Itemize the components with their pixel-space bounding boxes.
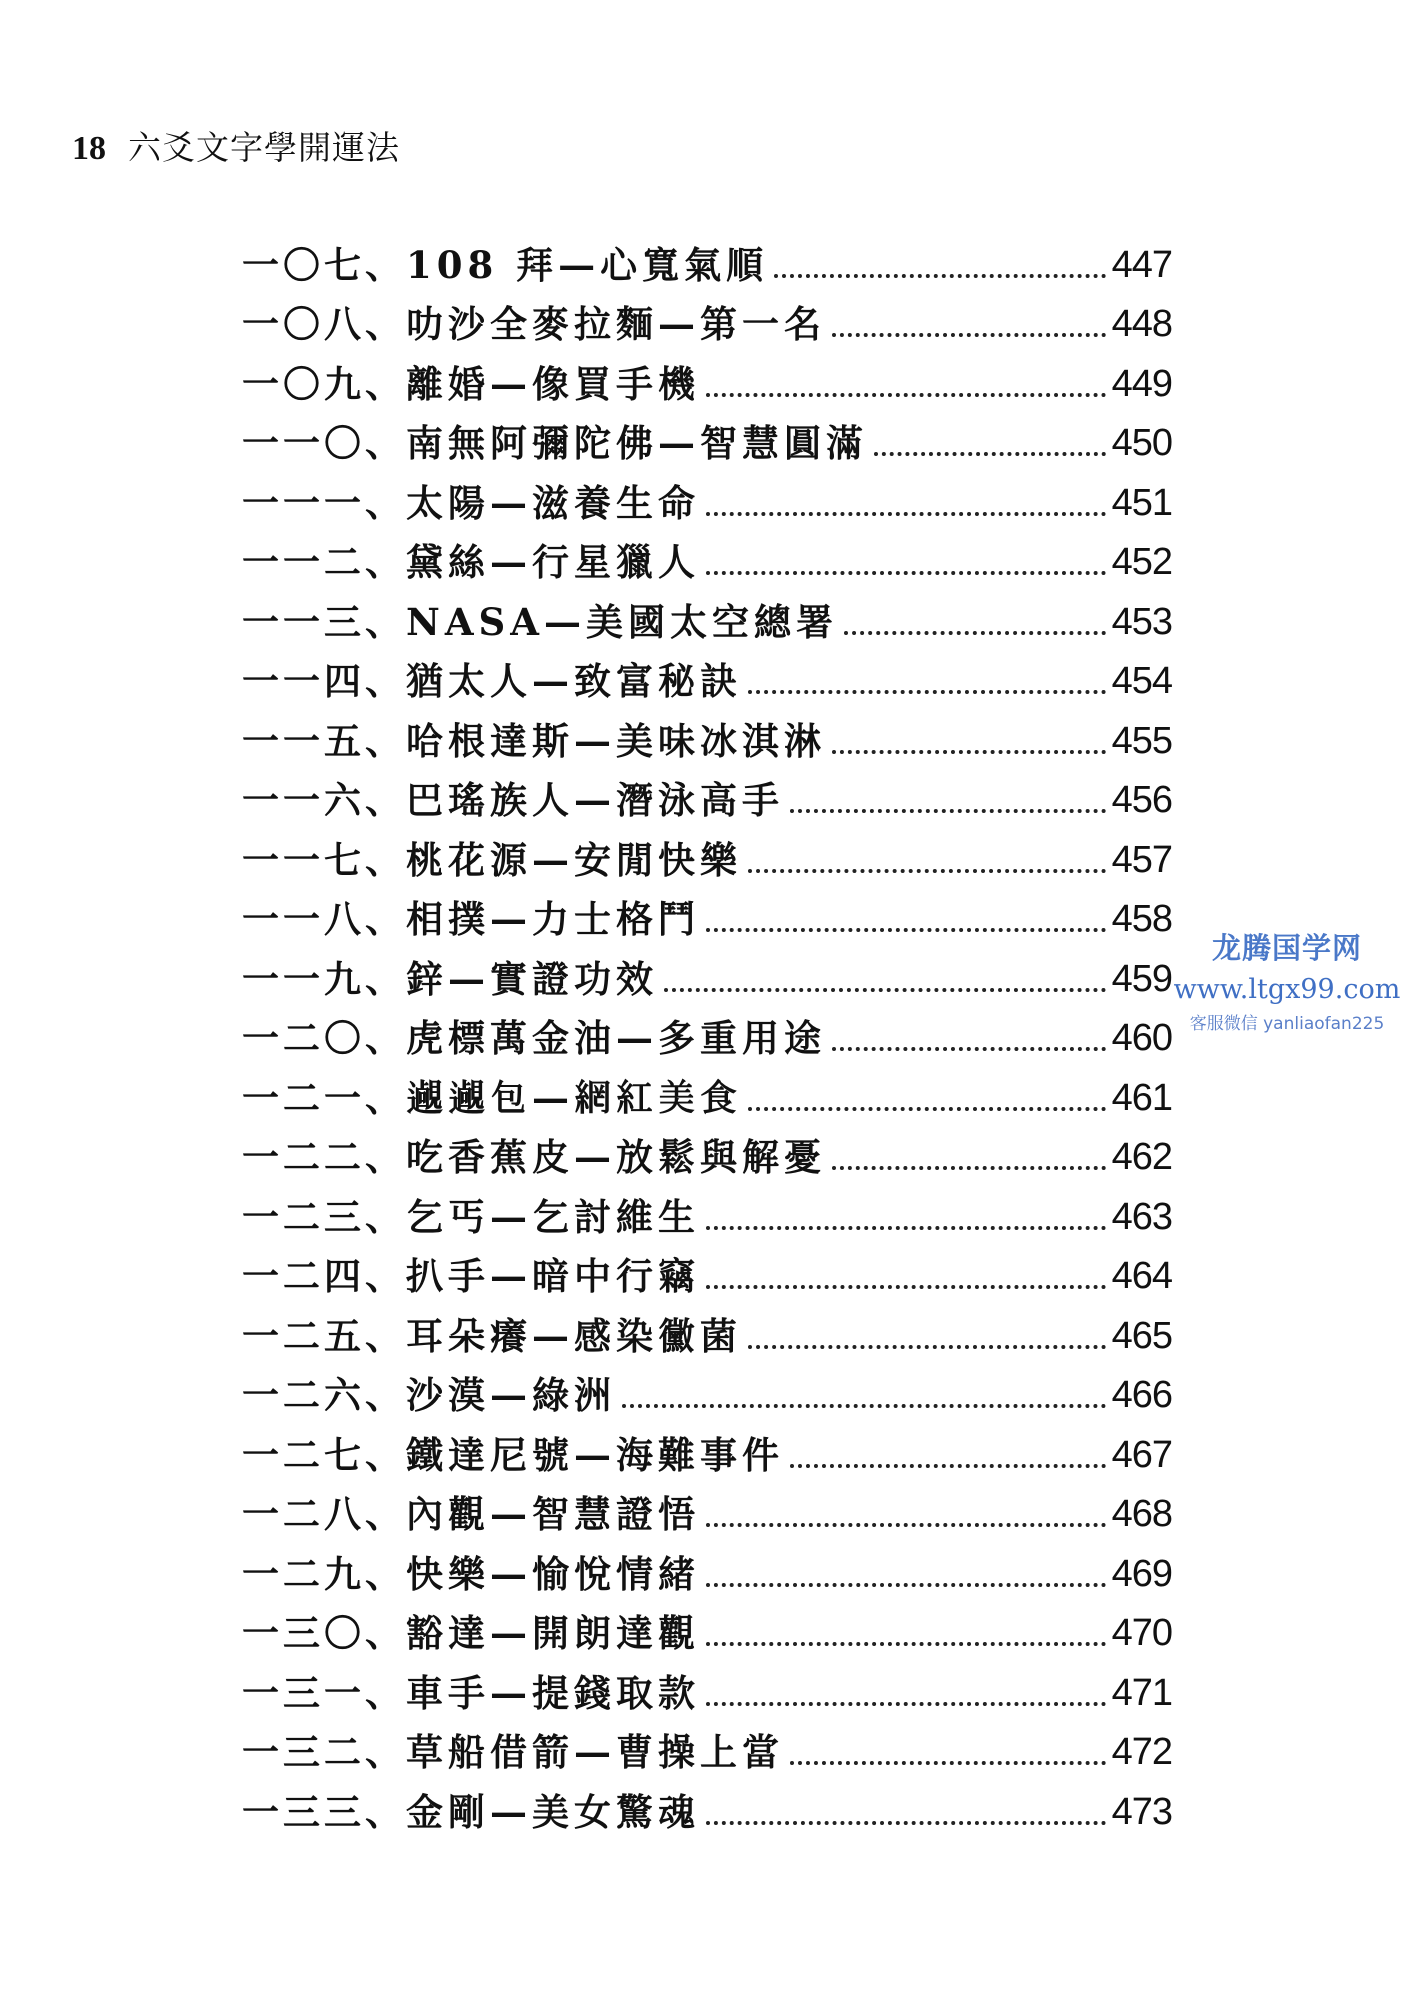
toc-dot-leader bbox=[748, 690, 1106, 694]
toc-entry-number: 一二九、 bbox=[242, 1551, 406, 1596]
toc-entry-title: 金剛—美女驚魂 bbox=[406, 1789, 700, 1834]
toc-entry-page: 452 bbox=[1111, 541, 1172, 583]
toc-entry-page: 464 bbox=[1111, 1255, 1172, 1297]
toc-entry-number: 一一三、 bbox=[242, 599, 406, 644]
toc-entry bbox=[242, 1121, 1172, 1181]
toc-entry-title: NASA—美國太空總署 bbox=[406, 599, 838, 644]
toc-entry-title: 扒手—暗中行竊 bbox=[406, 1254, 700, 1298]
toc-entry-title: 太陽—滋養生命 bbox=[406, 480, 700, 525]
toc-entry-number: 一二四、 bbox=[242, 1254, 406, 1298]
book-title: 六爻文字學開運法 bbox=[128, 128, 400, 167]
toc-entry bbox=[242, 1597, 1172, 1657]
toc-entry bbox=[242, 645, 1172, 705]
toc-entry bbox=[242, 1002, 1172, 1062]
toc-entry-number: 一三三、 bbox=[242, 1789, 406, 1834]
toc-dot-leader bbox=[874, 452, 1106, 456]
toc-entry-page: 469 bbox=[1111, 1552, 1172, 1595]
toc-entry-number: 一三〇、 bbox=[242, 1611, 406, 1655]
toc-entry-page: 468 bbox=[1111, 1493, 1172, 1535]
toc-entry bbox=[242, 1775, 1172, 1835]
toc-dot-leader bbox=[832, 1047, 1106, 1051]
toc-entry-number: 一二七、 bbox=[242, 1432, 406, 1477]
toc-entry-number: 一一七、 bbox=[242, 837, 406, 882]
toc-entry-number: 一一〇、 bbox=[242, 421, 406, 465]
toc-dot-leader bbox=[706, 1702, 1106, 1706]
toc-dot-leader bbox=[706, 1285, 1106, 1289]
toc-entry-number: 一二二、 bbox=[242, 1135, 406, 1179]
toc-entry-number: 一二五、 bbox=[242, 1313, 406, 1358]
page-number: 18 bbox=[72, 130, 106, 167]
toc-entry-page: 447 bbox=[1111, 243, 1172, 286]
toc-entry-page: 472 bbox=[1111, 1731, 1172, 1773]
toc-entry-number: 一三一、 bbox=[242, 1670, 406, 1715]
watermark-title: 龙腾国学网 bbox=[1211, 931, 1362, 965]
toc-dot-leader bbox=[622, 1404, 1106, 1408]
toc-entry bbox=[242, 1716, 1172, 1776]
toc-entry-page: 457 bbox=[1111, 838, 1172, 881]
toc-entry-title: 豁達—開朗達觀 bbox=[406, 1611, 700, 1655]
toc-entry-number: 一〇九、 bbox=[242, 361, 406, 406]
toc-dot-leader bbox=[706, 1523, 1106, 1527]
toc-dot-leader bbox=[706, 1642, 1106, 1646]
toc-entry-page: 473 bbox=[1111, 1790, 1172, 1833]
toc-entry-title: 哈根達斯—美味冰淇淋 bbox=[406, 718, 826, 763]
toc-dot-leader bbox=[706, 1821, 1106, 1825]
toc-entry bbox=[242, 347, 1172, 407]
toc-entry-title: 離婚—像買手機 bbox=[406, 361, 700, 406]
toc-dot-leader bbox=[706, 928, 1106, 932]
toc-entry-number: 一二〇、 bbox=[242, 1016, 406, 1060]
toc-entry-number: 一〇七、 bbox=[242, 242, 406, 287]
toc-entry bbox=[242, 1359, 1172, 1419]
toc-dot-leader bbox=[664, 988, 1106, 992]
toc-dot-leader bbox=[832, 750, 1106, 754]
toc-entry-title: 𨘵𨘵包—網紅美食 bbox=[406, 1075, 742, 1120]
toc-entry-title: 鋅—實證功效 bbox=[406, 956, 658, 1001]
toc-entry-title: 108 拜—心寬氣順 bbox=[406, 242, 769, 287]
toc-entry bbox=[242, 942, 1172, 1002]
toc-entry-title: 鐵達尼號—海難事件 bbox=[406, 1432, 784, 1477]
toc-entry-number: 一一八、 bbox=[242, 897, 406, 941]
toc-entry bbox=[242, 526, 1172, 586]
toc-entry-page: 467 bbox=[1111, 1433, 1172, 1476]
toc-dot-leader bbox=[706, 571, 1106, 575]
toc-entry-number: 一二六、 bbox=[242, 1373, 406, 1417]
toc-entry bbox=[242, 585, 1172, 645]
toc-entry-title: 叻沙全麥拉麵—第一名 bbox=[406, 302, 826, 346]
toc-entry-page: 458 bbox=[1111, 898, 1172, 940]
toc-entry bbox=[242, 1418, 1172, 1478]
toc-dot-leader bbox=[832, 1166, 1106, 1170]
toc-entry-number: 一三二、 bbox=[242, 1730, 406, 1774]
toc-entry bbox=[242, 1180, 1172, 1240]
toc-entry-page: 461 bbox=[1111, 1076, 1172, 1119]
toc-entry-number: 一二一、 bbox=[242, 1075, 406, 1120]
toc-entry-page: 465 bbox=[1111, 1314, 1172, 1357]
toc-dot-leader bbox=[748, 1345, 1106, 1349]
toc-dot-leader bbox=[774, 274, 1105, 278]
toc-entry bbox=[242, 1061, 1172, 1121]
toc-entry bbox=[242, 407, 1172, 467]
toc-entry-number: 一一四、 bbox=[242, 659, 406, 703]
toc-entry-number: 一一二、 bbox=[242, 540, 406, 584]
toc-entry bbox=[242, 1240, 1172, 1300]
toc-dot-leader bbox=[790, 809, 1106, 813]
toc-entry-number: 一一一、 bbox=[242, 480, 406, 525]
watermark bbox=[1160, 930, 1414, 1036]
watermark-url: www.ltgx99.com bbox=[1173, 974, 1401, 1005]
toc-dot-leader bbox=[832, 333, 1106, 337]
toc-entry bbox=[242, 1478, 1172, 1538]
toc-entry-title: 南無阿彌陀佛—智慧圓滿 bbox=[406, 421, 868, 465]
toc-entry bbox=[242, 823, 1172, 883]
toc-entry bbox=[242, 764, 1172, 824]
toc-dot-leader bbox=[706, 512, 1106, 516]
toc-entry bbox=[242, 228, 1172, 288]
toc-entry-page: 471 bbox=[1111, 1671, 1172, 1714]
toc-entry-page: 455 bbox=[1111, 719, 1172, 762]
toc-entry-title: 內觀—智慧證悟 bbox=[406, 1492, 700, 1536]
toc-entry-title: 快樂—愉悅情緒 bbox=[406, 1551, 700, 1596]
toc-entry bbox=[242, 466, 1172, 526]
toc-entry-page: 470 bbox=[1111, 1612, 1172, 1654]
toc-entry bbox=[242, 288, 1172, 348]
toc-entry-title: 沙漠—綠洲 bbox=[406, 1373, 616, 1417]
toc-entry-page: 459 bbox=[1111, 957, 1172, 1000]
toc-entry-title: 草船借箭—曹操上當 bbox=[406, 1730, 784, 1774]
toc-entry-title: 猶太人—致富秘訣 bbox=[406, 659, 742, 703]
toc-entry-title: 巴瑤族人—潛泳高手 bbox=[406, 778, 784, 822]
toc-entry-page: 463 bbox=[1111, 1195, 1172, 1238]
toc-dot-leader bbox=[706, 1226, 1106, 1230]
toc-entry-title: 吃香蕉皮—放鬆與解憂 bbox=[406, 1135, 826, 1179]
toc-dot-leader bbox=[706, 1583, 1106, 1587]
table-of-contents bbox=[242, 228, 1172, 1835]
toc-entry bbox=[242, 1537, 1172, 1597]
toc-dot-leader bbox=[706, 393, 1106, 397]
toc-entry-page: 454 bbox=[1111, 660, 1172, 702]
toc-entry bbox=[242, 1656, 1172, 1716]
toc-dot-leader bbox=[844, 631, 1106, 635]
toc-entry-number: 一二三、 bbox=[242, 1194, 406, 1239]
toc-entry-page: 460 bbox=[1111, 1017, 1172, 1059]
toc-entry-number: 一一五、 bbox=[242, 718, 406, 763]
toc-entry-page: 456 bbox=[1111, 779, 1172, 821]
toc-entry-title: 耳朵癢—感染黴菌 bbox=[406, 1313, 742, 1358]
toc-entry-number: 一一六、 bbox=[242, 778, 406, 822]
toc-entry-title: 虎標萬金油—多重用途 bbox=[406, 1016, 826, 1060]
toc-entry-page: 462 bbox=[1111, 1136, 1172, 1178]
toc-dot-leader bbox=[748, 1107, 1106, 1111]
toc-entry-page: 448 bbox=[1111, 303, 1172, 345]
toc-entry-page: 466 bbox=[1111, 1374, 1172, 1416]
toc-entry-number: 一二八、 bbox=[242, 1492, 406, 1536]
toc-entry-title: 相撲—力士格鬥 bbox=[406, 897, 700, 941]
toc-entry-title: 黛絲—行星獵人 bbox=[406, 540, 700, 584]
watermark-contact: 客服微信 yanliaofan225 bbox=[1189, 1014, 1385, 1034]
toc-entry-number: 一一九、 bbox=[242, 956, 406, 1001]
page-header bbox=[72, 128, 400, 169]
toc-entry-title: 乞丐—乞討維生 bbox=[406, 1194, 700, 1239]
toc-entry bbox=[242, 704, 1172, 764]
toc-dot-leader bbox=[748, 869, 1106, 873]
toc-entry bbox=[242, 883, 1172, 943]
toc-entry-title: 車手—提錢取款 bbox=[406, 1670, 700, 1715]
toc-entry-page: 449 bbox=[1111, 362, 1172, 405]
toc-entry-title: 桃花源—安閒快樂 bbox=[406, 837, 742, 882]
toc-dot-leader bbox=[790, 1464, 1106, 1468]
toc-entry-page: 450 bbox=[1111, 422, 1172, 464]
toc-entry-page: 451 bbox=[1111, 481, 1172, 524]
toc-entry-page: 453 bbox=[1111, 600, 1172, 643]
toc-entry-number: 一〇八、 bbox=[242, 302, 406, 346]
toc-entry bbox=[242, 1299, 1172, 1359]
toc-dot-leader bbox=[790, 1761, 1106, 1765]
